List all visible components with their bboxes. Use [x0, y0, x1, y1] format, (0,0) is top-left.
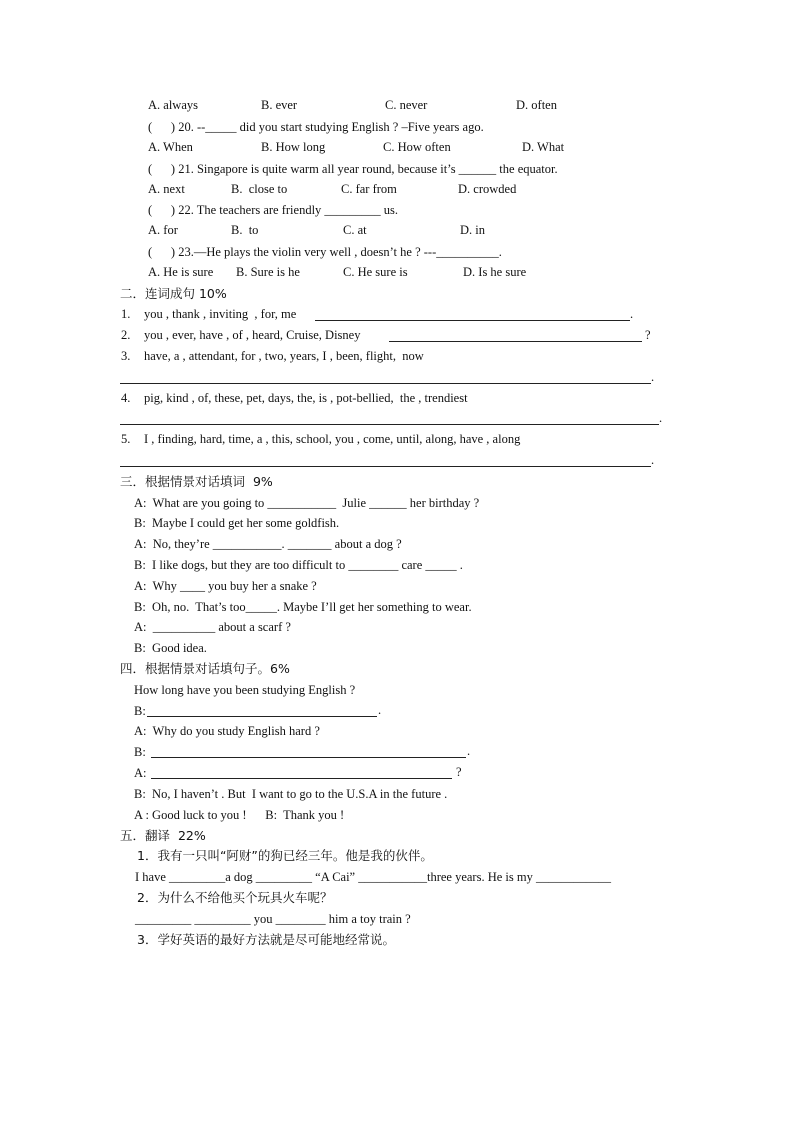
s4-b1-label: B:: [134, 704, 146, 718]
s5-item-1-english: I have _________a dog _________ “A Cai” ___________three years. He is my ____________: [135, 870, 611, 884]
q21-option-c: C. far from: [341, 182, 397, 196]
s3-line-3: A: No, they’re ___________. _______ about a dog ?: [134, 537, 402, 551]
q23-option-b: B. Sure is he: [236, 265, 300, 279]
s2-item-1-number: 1.: [121, 307, 131, 321]
s5-item-1-chinese: 1．我有一只叫“阿财”的狗已经三年。他是我的伙伴。: [137, 848, 433, 863]
s3-line-4: B: I like dogs, but they are too difficult to ________ care _____ .: [134, 558, 463, 572]
s2-item-1-period: .: [630, 307, 634, 321]
q19-option-b: B. ever: [261, 98, 298, 112]
s4-question-1: How long have you been studying English ?: [134, 683, 356, 697]
s4-b3: B: No, I haven’t . But I want to go to the U.S.A in the future .: [134, 787, 448, 801]
s5-item-2-chinese: 2．为什么不给他买个玩具火车呢？: [137, 890, 333, 905]
q23-option-a: A. He is sure: [148, 265, 214, 279]
s2-item-3-number: 3.: [121, 349, 131, 363]
s2-item-2-number: 2.: [121, 328, 131, 342]
q20-option-a: A. When: [148, 140, 193, 154]
q19-option-d: D. often: [516, 98, 557, 112]
q22-option-d: D. in: [460, 223, 485, 237]
s4-a4: A : Good luck to you ! B: Thank you !: [134, 808, 345, 822]
s2-item-2-answer-line: [389, 341, 642, 342]
s4-b1-period: .: [378, 703, 382, 717]
q22-option-b: B. to: [231, 223, 259, 237]
s2-item-4-words: pig, kind , of, these, pet, days, the, is , pot-bellied, the , trendiest: [144, 391, 468, 405]
s4-a3-qmark: ?: [456, 765, 462, 779]
s2-item-3-answer-line: [120, 383, 651, 384]
q23-option-c: C. He sure is: [343, 265, 408, 279]
s4-a3-label: A:: [134, 766, 147, 780]
s2-item-4-number: 4.: [121, 391, 131, 405]
q22-option-c: C. at: [343, 223, 367, 237]
q20-option-b: B. How long: [261, 140, 326, 154]
s2-item-3-period: .: [651, 370, 655, 384]
s4-a2: A: Why do you study English hard ?: [134, 724, 320, 738]
s5-item-2-english: _________ _________ you ________ him a toy train ?: [135, 912, 411, 926]
s4-b2-label: B:: [134, 745, 146, 759]
section-2-title: 二．连词成句 10%: [120, 286, 227, 301]
s2-item-1-answer-line: [315, 320, 630, 321]
s2-item-2-qmark: ?: [645, 328, 651, 342]
s2-item-1-words: you , thank , inviting , for, me: [144, 307, 297, 321]
q19-option-c: C. never: [385, 98, 428, 112]
s4-b2-answer-line: [151, 757, 466, 758]
s2-item-5-number: 5.: [121, 432, 131, 446]
s2-item-2-words: you , ever, have , of , heard, Cruise, Disney: [144, 328, 361, 342]
s5-item-3-chinese: 3．学好英语的最好方法就是尽可能地经常说。: [137, 932, 395, 947]
s2-item-4-period: .: [659, 411, 663, 425]
s4-b2-period: .: [467, 744, 471, 758]
q22-option-a: A. for: [148, 223, 178, 237]
q20-option-c: C. How often: [383, 140, 451, 154]
q21-option-b: B. close to: [231, 182, 288, 196]
s3-line-8: B: Good idea.: [134, 641, 207, 655]
s3-line-2: B: Maybe I could get her some goldfish.: [134, 516, 340, 530]
q20-option-d: D. What: [522, 140, 565, 154]
s3-line-1: A: What are you going to ___________ Julie ______ her birthday ?: [134, 496, 480, 510]
q19-option-a: A. always: [148, 98, 198, 112]
s2-item-5-words: I , finding, hard, time, a , this, school, you , come, until, along, have , along: [144, 432, 521, 446]
section-4-title: 四．根据情景对话填句子。6%: [120, 661, 290, 676]
section-5-title: 五．翻译 22%: [120, 828, 206, 843]
q21-option-a: A. next: [148, 182, 185, 196]
s3-line-6: B: Oh, no. That’s too_____. Maybe I’ll get her something to wear.: [134, 600, 472, 614]
q20-stem: ( ) 20. --_____ did you start studying English ? –Five years ago.: [148, 120, 484, 134]
s2-item-3-words: have, a , attendant, for , two, years, I , been, flight, now: [144, 349, 424, 363]
s3-line-5: A: Why ____ you buy her a snake ?: [134, 579, 317, 593]
s3-line-7: A: __________ about a scarf ?: [134, 620, 291, 634]
q21-stem: ( ) 21. Singapore is quite warm all year round, because it’s ______ the equator.: [148, 162, 558, 176]
s4-a3-answer-line: [151, 778, 452, 779]
s4-b1-answer-line: [147, 716, 377, 717]
q23-stem: ( ) 23.—He plays the violin very well , doesn’t he ? ---__________.: [148, 245, 502, 259]
s2-item-5-answer-line: [120, 466, 651, 467]
s2-item-5-period: .: [651, 453, 655, 467]
s2-item-4-answer-line: [120, 424, 659, 425]
q23-option-d: D. Is he sure: [463, 265, 527, 279]
q21-option-d: D. crowded: [458, 182, 517, 196]
q22-stem: ( ) 22. The teachers are friendly _________ us.: [148, 203, 399, 217]
section-3-title: 三．根据情景对话填词 9%: [120, 474, 273, 489]
